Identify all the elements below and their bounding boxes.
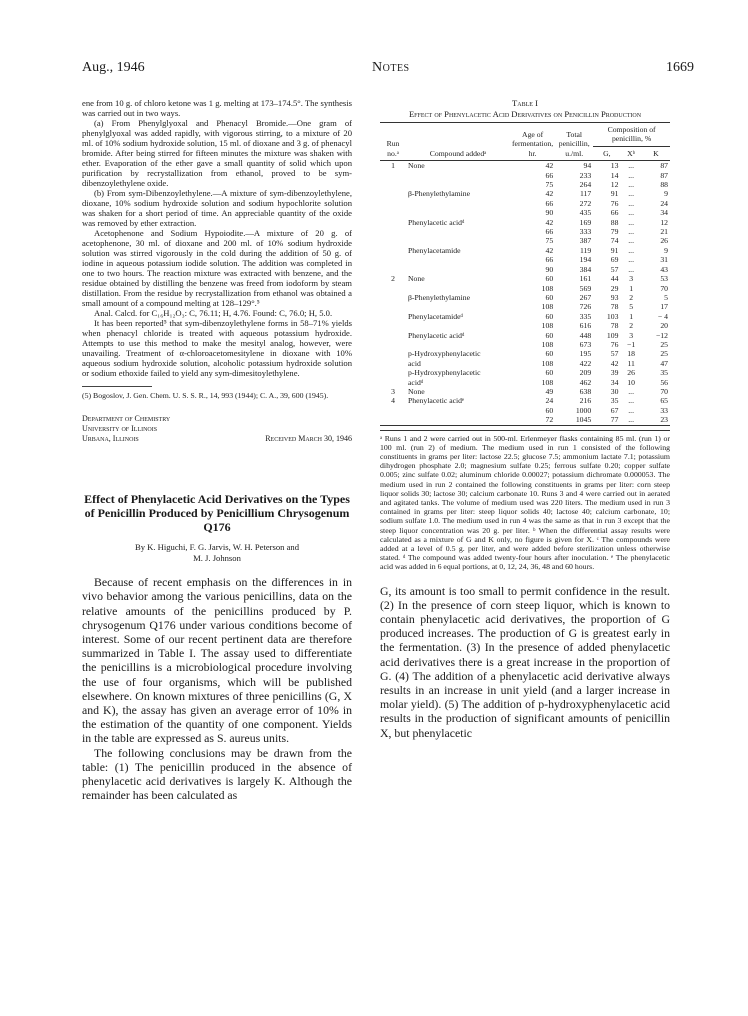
- cell-k: 26: [660, 236, 668, 246]
- cell-compound: Phenylacetic acidᵈ: [408, 330, 465, 340]
- cell-x: ...: [628, 180, 635, 190]
- cell-age: 60: [545, 330, 554, 340]
- cell-x: 3: [629, 330, 634, 340]
- table-row: [380, 246, 670, 255]
- cell-x: 2: [629, 292, 634, 302]
- body-paragraph: G, its amount is too small to permit confidence in the result. (2) In the presence of corn steep liquor, which is known to contain phenylacetic acid derivatives, the proportion of G produced increases. The production of G is greatest early in the fermentation. (3) In the presence of added phenylacetic acid derivatives there is a great increase in the proportion of G. (4) The addition of a phenylacetic acid derivative always results in an increase in unit yield (and a larger increase in molar yield). (5) The addition of p-hydroxyphenylacetic acid results in the production of significant amounts of penicillin X, but phenylacetic: [380, 583, 670, 740]
- cell-run: 4: [391, 396, 395, 406]
- cell-age: 108: [541, 302, 554, 312]
- cell-k: 70: [660, 283, 668, 293]
- cell-total: 726: [579, 302, 592, 312]
- cell-x: ...: [628, 161, 635, 171]
- cell-x: 3: [629, 274, 634, 284]
- table-row: [380, 255, 670, 264]
- table-row: [380, 302, 670, 311]
- cell-x: ...: [628, 396, 635, 406]
- cell-x: 18: [627, 349, 635, 359]
- cell-g: 39: [610, 368, 619, 378]
- cell-g: 78: [610, 302, 619, 312]
- paragraph: It has been reported⁵ that sym-dibenzoylethylene forms in 58–71% yields when phenacyl chloride is treated with aqueous potassium hydroxide. Attempts to use this method to make the mesityl analog, however, were unavailing. Treatment of α-chloroacetomesitylene in dioxane with 10% aqueous sodium hydroxide solution, alcoholic potassium hydroxide solution or sodium ethoxide failed to yield any sym-dimesitoylethylene.: [82, 318, 352, 378]
- footnote-rule: [82, 386, 152, 387]
- cell-k: 25: [660, 339, 668, 349]
- cell-g: 14: [610, 170, 619, 180]
- cell-run: [380, 236, 406, 245]
- cell-run: [380, 321, 406, 330]
- cell-total: 462: [579, 377, 592, 387]
- cell-age: 60: [545, 292, 554, 302]
- cell-run: [380, 406, 406, 415]
- table-row: [380, 218, 670, 227]
- table-row: [380, 387, 670, 396]
- col-header-age: Age of fermentation, hr.: [510, 123, 555, 161]
- cell-age: 108: [541, 358, 554, 368]
- cell-total: 333: [579, 227, 592, 237]
- cell-g: 42: [610, 358, 619, 368]
- cell-age: 60: [545, 405, 554, 415]
- cell-k: 9: [664, 245, 668, 255]
- cell-g: 77: [593, 415, 620, 425]
- cell-compound: [406, 415, 510, 425]
- cell-k: 70: [660, 386, 668, 396]
- table-row: [380, 331, 670, 340]
- cell-x: ...: [628, 208, 635, 218]
- cell-run: [380, 171, 406, 180]
- cell-age: 66: [545, 170, 554, 180]
- cell-total: 209: [579, 368, 592, 378]
- col-header-composition: Composition of penicillin, %: [593, 123, 670, 147]
- byline-line: By K. Higuchi, F. G. Jarvis, W. H. Peterson and: [134, 542, 300, 553]
- cell-age: 66: [545, 198, 554, 208]
- cell-run: [380, 312, 406, 321]
- cell-compound: acidᵈ: [408, 377, 424, 387]
- cell-compound: p-Hydroxyphenylacetic: [408, 368, 481, 378]
- cell-g: 44: [610, 274, 619, 284]
- table-row: [380, 199, 670, 208]
- cell-g: 79: [610, 227, 619, 237]
- cell-x: ...: [628, 264, 635, 274]
- cell-g: 88: [610, 217, 619, 227]
- cell-g: 57: [610, 349, 619, 359]
- received-date: Received March 30, 1946: [265, 434, 352, 444]
- cell-total: 216: [579, 396, 592, 406]
- cell-g: 78: [610, 321, 619, 331]
- cell-age: 108: [541, 339, 554, 349]
- cell-k: − 4: [657, 311, 668, 321]
- cell-run: [380, 349, 406, 358]
- cell-g: 91: [610, 189, 619, 199]
- table-label: Table I: [512, 98, 538, 108]
- cell-age: 66: [545, 255, 554, 265]
- table-row: [380, 161, 670, 171]
- table-header-row: [380, 123, 670, 147]
- cell-run: 1: [391, 161, 395, 171]
- cell-g: 93: [610, 292, 619, 302]
- cell-run: [380, 378, 406, 387]
- cell-g: 74: [610, 236, 619, 246]
- cell-k: 53: [660, 274, 668, 284]
- cell-k: 23: [642, 415, 670, 425]
- cell-age: 42: [545, 217, 554, 227]
- cell-age: 60: [545, 311, 554, 321]
- cell-run: [380, 415, 406, 425]
- cell-g: 35: [610, 396, 619, 406]
- table-row: [380, 378, 670, 387]
- cell-total: 435: [579, 208, 592, 218]
- cell-age: 75: [545, 236, 554, 246]
- cell-k: 87: [660, 161, 668, 171]
- cell-run: [380, 302, 406, 311]
- table-footnotes: ᵃ Runs 1 and 2 were carried out in 500-ml. Erlenmeyer flasks containing 85 ml. (run 1) or 100 ml. (run 2) of medium. The medium used in run 1 consisted of the following constituents in grams per liter: lactose 22.5; glucose 7.5; ammonium lactate 7.1; potassium dihydrogen phosphate 2.0; magnesium sulfate 0.25; ferrous sulfate 0.20; copper sulfate 0.005; zinc sulfate 0.02; aluminum chloride 0.00027; potassium dichromate 0.000053. The medium used in run 2 contained the following constituents in grams per liter: corn steep liquor solids 30; lactose 30; calcium carbonate 10. Runs 3 and 4 were carried out in aerated and agitated tanks. The volume of medium used was 220 liters. The medium used in run 3 contained in grams per liter: steep liquor solids 40; lactose 40; calcium carbonate, 10; sodium sulfate 1.0. The medium used in run 4 was the same as that in run 3 except that the steep liquor concentration was 20 g. per liter. ᵇ When the differential assay results were calculated as a mixture of G and K only, no figure is given for X. ᶜ The compounds were added at a level of 0.5 g. per liter, and were added before sterilization unless otherwise stated. ᵈ The compound was added twenty-four hours after inoculation. ᵉ The phenylacetic acid was added in 6 equal portions, at 0, 12, 24, 36, 48 and 60 hours.: [380, 430, 670, 572]
- cell-total: 616: [579, 321, 592, 331]
- paragraph: (b) From sym-Dibenzoylethylene.—A mixture of sym-dibenzoylethylene, dioxane, 10% sodium hydroxide solution and sodium hypochlorite solution was shaken for a short period of time. An appreciable quantity of the oxide was removed by ether extraction.: [82, 188, 352, 228]
- table-row: [380, 293, 670, 302]
- cell-run: [380, 368, 406, 377]
- table-row: [380, 396, 670, 405]
- cell-total: 569: [579, 283, 592, 293]
- cell-total: 384: [579, 264, 592, 274]
- intro-paragraph: Because of recent emphasis on the differences in in vivo behavior among the various penicillins, data on the relative amounts of the penicillins produced by P. chrysogenum Q176 under various conditions become of interest. Some of our recent pertinent data are therefore summarized in Table I. The assay used to differentiate the penicillins is a microbiological procedure involving the use of four organisms, which will be published elsewhere. On known mixtures of three penicillins (G, X and K), the assay has given an average error of 10% in the estimation of the quantity of one component. Yields in the table are expressed as S. aureus units.: [82, 575, 352, 746]
- cell-compound: [406, 302, 510, 311]
- cell-age: 72: [510, 415, 555, 425]
- cell-total: 195: [579, 349, 592, 359]
- cell-k: 56: [660, 377, 668, 387]
- cell-compound: None: [408, 161, 425, 171]
- cell-g: 69: [610, 255, 619, 265]
- cell-total: 387: [579, 236, 592, 246]
- cell-total: 94: [583, 161, 592, 171]
- cell-k: 43: [660, 264, 668, 274]
- paragraph: (a) From Phenylglyoxal and Phenacyl Bromide.—One gram of phenylglyoxal was added rapidly, with vigorous stirring, to a mixture of 20 ml. of 10% sodium hydroxide solution, 15 ml. of dioxane and 3 g. of phenacyl bromide. After being stirred for fifteen minutes the mixture was shaken with ether. Evaporation of the ether gave a small quantity of solid which upon purification by recrystallization from ethanol, proved to be sym-dibenzoylethylene oxide.: [82, 118, 352, 188]
- footnote: (5) Bogoslov, J. Gen. Chem. U. S. S. R., 14, 993 (1944); C. A., 39, 600 (1945).: [82, 391, 329, 400]
- cell-total: 264: [579, 180, 592, 190]
- cell-k: 21: [660, 227, 668, 237]
- cell-k: 35: [660, 368, 668, 378]
- cell-g: 13: [610, 161, 619, 171]
- cell-x: ...: [620, 415, 641, 425]
- cell-g: 76: [610, 339, 619, 349]
- left-column: [82, 98, 352, 802]
- cell-x: 26: [627, 368, 635, 378]
- cell-age: 75: [545, 180, 554, 190]
- page-number: 1669: [666, 60, 694, 75]
- table-row: [380, 180, 670, 189]
- table-row: [380, 171, 670, 180]
- cell-k: 88: [660, 180, 668, 190]
- cell-total: 169: [579, 217, 592, 227]
- col-header-k: K: [642, 146, 670, 160]
- cell-x: 1: [629, 283, 634, 293]
- cell-k: 5: [664, 292, 668, 302]
- paragraph: Acetophenone and Sodium Hypoiodite.—A mixture of 20 g. of acetophenone, 30 ml. of dioxane and 200 ml. of 10% sodium hydroxide solution was stirred vigorously in the cold during the addition of 50 g. of iodine in aqueous potassium iodide solution. The addition was completed in one to two hours. The reaction mixture was extracted with benzene, and the residue obtained by distilling the benzene was freed from iodoform by steam distillation. From the residue by recrystallization from ethanol was obtained a small amount of a compound melting at 128–129°.⁵: [82, 228, 352, 308]
- cell-run: [380, 208, 406, 217]
- cell-compound: β-Phenylethylamine: [408, 292, 470, 302]
- cell-k: 87: [660, 170, 668, 180]
- table-row: [380, 321, 670, 330]
- cell-x: ...: [628, 255, 635, 265]
- table-row: [380, 189, 670, 198]
- cell-compound: [406, 208, 510, 217]
- cell-x: ...: [628, 217, 635, 227]
- cell-total: 272: [579, 198, 592, 208]
- cell-compound: None: [408, 386, 425, 396]
- cell-k: 24: [660, 198, 668, 208]
- cell-compound: Phenylacetamide: [408, 245, 461, 255]
- cell-x: ...: [628, 386, 635, 396]
- cell-total: 119: [579, 245, 592, 255]
- cell-total: 194: [579, 255, 592, 265]
- col-header-total: Total penicillin, u./ml.: [555, 123, 593, 161]
- table-row: [380, 284, 670, 293]
- running-header-date: Aug., 1946: [82, 60, 145, 75]
- cell-compound: [406, 284, 510, 293]
- cell-total: 1045: [555, 415, 593, 425]
- cell-total: 448: [579, 330, 592, 340]
- cell-k: 25: [660, 349, 668, 359]
- cell-run: 3: [391, 386, 395, 396]
- cell-g: 12: [610, 180, 619, 190]
- cell-age: 60: [545, 368, 554, 378]
- cell-total: 673: [579, 339, 592, 349]
- cell-k: 9: [664, 189, 668, 199]
- col-header-run: Run no.ᵃ: [380, 123, 406, 161]
- cell-compound: p-Hydroxyphenylacetic: [408, 349, 481, 359]
- cell-compound: [406, 199, 510, 208]
- cell-total: 335: [579, 311, 592, 321]
- col-header-x: Xᵇ: [620, 146, 641, 160]
- cell-k: 47: [660, 358, 668, 368]
- cell-age: 24: [545, 396, 554, 406]
- cell-x: ...: [628, 170, 635, 180]
- byline-line: M. J. Johnson: [193, 552, 241, 563]
- cell-total: 1000: [575, 405, 592, 415]
- conclusions-paragraph: The following conclusions may be drawn from the table: (1) The penicillin produced in the absence of phenylacetic acid derivatives is largely K. Although the remainder has been calculated as: [82, 745, 352, 803]
- cell-compound: Phenylacetic acidᵉ: [408, 396, 464, 406]
- author-address: [82, 414, 352, 444]
- cell-k: 33: [660, 405, 668, 415]
- cell-total: 161: [579, 274, 592, 284]
- cell-run: [380, 284, 406, 293]
- cell-compound: [406, 171, 510, 180]
- cell-compound: [406, 180, 510, 189]
- cell-age: 90: [545, 264, 554, 274]
- cell-k: 34: [660, 208, 668, 218]
- cell-age: 60: [545, 349, 554, 359]
- cell-compound: [406, 255, 510, 264]
- cell-g: 30: [610, 386, 619, 396]
- table-row: [380, 208, 670, 217]
- cell-k: −12: [655, 330, 668, 340]
- cell-run: [380, 265, 406, 274]
- cell-total: 233: [579, 170, 592, 180]
- cell-total: 117: [579, 189, 592, 199]
- cell-g: 34: [610, 377, 619, 387]
- table-row: [380, 415, 670, 425]
- cell-age: 60: [545, 274, 554, 284]
- cell-age: 90: [545, 208, 554, 218]
- cell-x: −1: [627, 339, 636, 349]
- cell-compound: Phenylacetamideᵈ: [408, 311, 463, 321]
- cell-compound: [406, 406, 510, 415]
- table-caption: Effect of Phenylacetic Acid Derivatives on Penicillin Production: [408, 108, 642, 119]
- cell-run: [380, 255, 406, 264]
- cell-g: 66: [610, 208, 619, 218]
- cell-k: 17: [660, 302, 668, 312]
- cell-total: 638: [579, 386, 592, 396]
- table-body: [380, 161, 670, 425]
- analysis-paragraph: Anal. Calcd. for C₁₆H₁₂O₃: C, 76.11; H, 4.76. Found: C, 76.0; H, 5.0.: [94, 308, 333, 318]
- col-header-g: G,: [593, 146, 620, 160]
- cell-run: [380, 199, 406, 208]
- table-row: [380, 368, 670, 377]
- cell-g: 29: [610, 283, 619, 293]
- running-header-section: Notes: [372, 60, 410, 75]
- cell-run: [380, 293, 406, 302]
- cell-g: 91: [610, 245, 619, 255]
- cell-x: ...: [628, 236, 635, 246]
- cell-run: [380, 331, 406, 340]
- cell-run: [380, 189, 406, 198]
- cell-run: [380, 218, 406, 227]
- cell-age: 66: [545, 227, 554, 237]
- cell-g: 76: [610, 198, 619, 208]
- cell-x: ...: [628, 227, 635, 237]
- right-column: [380, 98, 670, 740]
- cell-age: 42: [545, 161, 554, 171]
- cell-x: ...: [628, 189, 635, 199]
- table-row: [380, 349, 670, 358]
- table-row: [380, 406, 670, 415]
- cell-age: 42: [545, 245, 554, 255]
- cell-compound: Phenylacetic acidᵈ: [408, 217, 465, 227]
- cell-total: 267: [579, 292, 592, 302]
- cell-run: 2: [391, 274, 395, 284]
- table-row: [380, 340, 670, 349]
- cell-x: ...: [628, 405, 635, 415]
- table-row: [380, 236, 670, 245]
- cell-x: 2: [629, 321, 634, 331]
- article-title: Effect of Phenylacetic Acid Derivatives on the Types of Penicillin Produced by Penicillium Chrysogenum Q176: [84, 492, 350, 535]
- cell-compound: [406, 321, 510, 330]
- cell-run: [380, 359, 406, 368]
- cell-g: 109: [606, 330, 619, 340]
- cell-run: [380, 340, 406, 349]
- cell-compound: β-Phenylethylamine: [408, 189, 470, 199]
- cell-run: [380, 227, 406, 236]
- address-line: University of Illinois: [82, 424, 158, 434]
- address-received-row: [82, 434, 352, 444]
- cell-k: 65: [660, 396, 668, 406]
- table-row: [380, 312, 670, 321]
- cell-compound: acid: [408, 358, 421, 368]
- cell-compound: [406, 236, 510, 245]
- cell-x: 1: [629, 311, 634, 321]
- cell-x: ...: [628, 245, 635, 255]
- cell-age: 108: [541, 321, 554, 331]
- col-header-compound: Compound addedᵃ: [406, 123, 510, 161]
- address-line: Urbana, Illinois: [82, 434, 139, 444]
- penicillin-table: [380, 122, 670, 426]
- table-row: [380, 274, 670, 283]
- address-line: Department of Chemistry: [82, 414, 171, 424]
- cell-compound: [406, 227, 510, 236]
- cell-g: 103: [606, 311, 619, 321]
- cell-compound: None: [408, 274, 425, 284]
- cell-k: 31: [660, 255, 668, 265]
- table-row: [380, 227, 670, 236]
- cell-age: 49: [545, 386, 554, 396]
- cell-age: 108: [541, 377, 554, 387]
- cell-total: 422: [579, 358, 592, 368]
- cell-g: 67: [610, 405, 619, 415]
- paragraph: ene from 10 g. of chloro ketone was 1 g. melting at 173–174.5°. The synthesis was carried out in two ways.: [82, 98, 352, 118]
- cell-x: 11: [627, 358, 635, 368]
- cell-x: 10: [627, 377, 635, 387]
- cell-k: 20: [660, 321, 668, 331]
- cell-age: 42: [545, 189, 554, 199]
- cell-age: 108: [541, 283, 554, 293]
- cell-x: ...: [628, 198, 635, 208]
- cell-k: 12: [660, 217, 668, 227]
- cell-compound: [406, 265, 510, 274]
- cell-run: [380, 246, 406, 255]
- cell-g: 57: [610, 264, 619, 274]
- byline: [82, 542, 352, 563]
- cell-compound: [406, 340, 510, 349]
- table-row: [380, 265, 670, 274]
- cell-x: 5: [629, 302, 634, 312]
- cell-run: [380, 180, 406, 189]
- table-row: [380, 359, 670, 368]
